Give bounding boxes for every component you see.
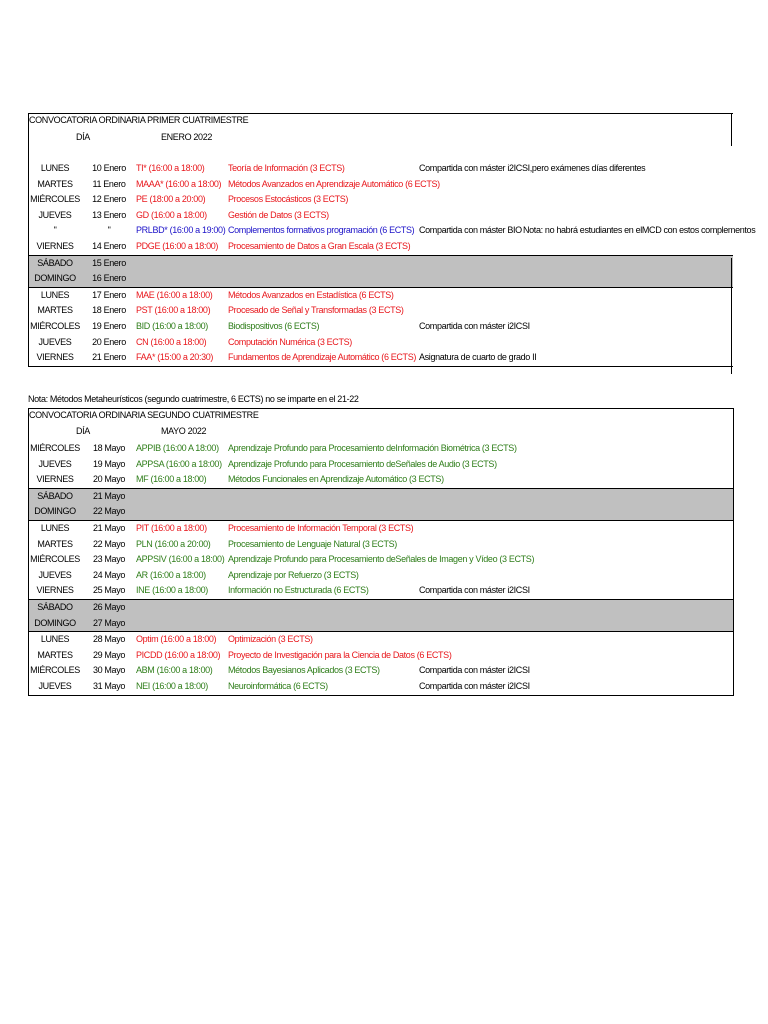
course-name-cell: Aprendizaje Profundo para Procesamiento deSeñales de Imagen y Vídeo (3 ECTS)	[228, 554, 535, 565]
exam-row	[29, 239, 733, 256]
exam-row	[29, 177, 733, 193]
day-cell: VIERNES	[36, 474, 74, 485]
course-code-cell: CN (16:00 a 18:00)	[136, 336, 207, 347]
course-code-cell: APPSA (16:00 a 18:00)	[136, 458, 222, 469]
table-border	[731, 113, 732, 146]
course-code-cell: AR (16:00 a 18:00)	[136, 569, 206, 580]
date-cell: 14 Enero	[92, 240, 126, 251]
date-cell: 20 Mayo	[92, 474, 126, 485]
exam-row	[29, 679, 733, 695]
day-cell: LUNES	[40, 634, 70, 645]
note-cell: Asignatura de cuarto de grado II	[419, 352, 537, 363]
section-title: CONVOCATORIA ORDINARIA SEGUNDO CUATRIMESTRE	[29, 410, 259, 420]
exam-row	[29, 161, 733, 177]
exam-schedule-first-term	[28, 113, 756, 367]
weekend-row	[29, 489, 733, 505]
course-code-cell: PRLBD* (16:00 a 19:00)	[136, 225, 226, 236]
course-code-cell: MF (16:00 a 18:00)	[136, 474, 207, 485]
course-name-cell: Métodos Avanzados en Estadística (6 ECTS)	[228, 289, 394, 300]
weekend-row	[29, 504, 733, 521]
course-code-cell: MAAA* (16:00 a 18:00)	[136, 178, 222, 189]
course-code-cell: PIT (16:00 a 18:00)	[136, 522, 207, 533]
day-cell: SÁBADO	[37, 257, 73, 268]
course-code-cell: APPSIV (16:00 a 18:00)	[136, 554, 225, 565]
course-code-cell: NEI (16:00 a 18:00)	[136, 680, 208, 691]
day-cell: "	[53, 225, 57, 236]
exam-row	[29, 552, 733, 568]
course-code-cell: PICDD (16:00 a 18:00)	[136, 649, 221, 660]
course-name-cell: Procesamiento de Lenguaje Natural (3 ECTS)	[228, 538, 397, 549]
course-code-cell: ABM (16:00 a 18:00)	[136, 665, 213, 676]
course-code-cell: TI* (16:00 a 18:00)	[136, 163, 205, 173]
day-cell: MARTES	[37, 305, 73, 316]
day-cell: JUEVES	[38, 336, 72, 347]
course-code-cell: PE (18:00 a 20:00)	[136, 194, 206, 205]
date-cell: 23 Mayo	[92, 554, 126, 565]
exam-row	[29, 441, 733, 457]
course-code-cell: INE (16:00 a 18:00)	[136, 585, 208, 596]
exam-row	[29, 319, 733, 335]
course-code-cell: APPIB (16:00 A 18:00)	[136, 443, 219, 453]
date-cell: 30 Mayo	[92, 665, 126, 676]
course-code-cell: PDGE (16:00 a 18:00)	[136, 240, 219, 251]
day-cell: MARTES	[37, 649, 73, 660]
exam-row	[29, 648, 733, 664]
exam-schedule-second-term	[28, 408, 734, 696]
day-cell: MIÉRCOLES	[30, 554, 80, 565]
day-cell: DOMINGO	[34, 506, 76, 517]
exam-row	[29, 335, 733, 351]
weekend-row	[29, 600, 733, 616]
date-cell: 10 Enero	[92, 163, 126, 173]
note-cell: Compartida con máster i2ICSI	[419, 320, 530, 331]
day-cell: LUNES	[40, 522, 70, 533]
date-cell: 15 Enero	[92, 257, 126, 268]
day-cell: MIÉRCOLES	[30, 443, 80, 453]
exam-row	[29, 521, 733, 537]
date-cell: 31 Mayo	[92, 680, 126, 691]
month-label: ENERO 2022	[161, 132, 213, 142]
course-name-cell: Gestión de Datos (3 ECTS)	[228, 209, 329, 220]
day-cell: MIÉRCOLES	[30, 320, 80, 331]
day-cell: SÁBADO	[37, 490, 73, 501]
date-cell: 11 Enero	[92, 178, 126, 189]
date-cell: 21 Enero	[92, 352, 126, 363]
weekend-row	[29, 271, 733, 288]
day-cell: DOMINGO	[34, 273, 76, 284]
section-header	[29, 114, 733, 161]
course-code-cell: Optim (16:00 a 18:00)	[136, 634, 217, 645]
date-cell: 13 Enero	[92, 209, 126, 220]
course-name-cell: Optimización (3 ECTS)	[228, 634, 313, 645]
date-cell: "	[107, 225, 111, 236]
weekend-row	[29, 256, 733, 272]
exam-row	[29, 457, 733, 473]
schedule-rows	[29, 441, 733, 695]
course-code-cell: GD (16:00 a 18:00)	[136, 209, 207, 220]
date-cell: 19 Enero	[92, 320, 126, 331]
day-cell: VIERNES	[36, 352, 74, 363]
exam-row	[29, 288, 733, 304]
date-cell: 18 Enero	[92, 305, 126, 316]
date-cell: 22 Mayo	[92, 506, 126, 517]
date-cell: 17 Enero	[92, 289, 126, 300]
day-cell: LUNES	[40, 163, 70, 173]
day-cell: JUEVES	[38, 209, 72, 220]
date-cell: 28 Mayo	[92, 634, 126, 645]
date-cell: 27 Mayo	[92, 617, 126, 628]
date-cell: 19 Mayo	[92, 458, 126, 469]
day-cell: VIERNES	[36, 585, 74, 596]
date-cell: 29 Mayo	[92, 649, 126, 660]
dia-label: DÍA	[76, 132, 90, 142]
course-name-cell: Métodos Bayesianos Aplicados (3 ECTS)	[228, 665, 380, 676]
course-name-cell: Proyecto de Investigación para la Ciencia de Datos (6 ECTS)	[228, 649, 452, 660]
note-cell: Compartida con máster i2ICSI,pero exámenes días diferentes	[419, 163, 646, 173]
exam-row	[29, 568, 733, 584]
exam-row	[29, 208, 733, 224]
course-code-cell: BID (16:00 a 18:00)	[136, 320, 208, 331]
date-cell: 21 Mayo	[92, 522, 126, 533]
day-cell: DOMINGO	[34, 617, 76, 628]
course-name-cell: Procesamiento de Datos a Gran Escala (3 ECTS)	[228, 240, 411, 251]
date-cell: 18 Mayo	[92, 443, 126, 453]
day-cell: MARTES	[37, 538, 73, 549]
course-name-cell: Métodos Funcionales en Aprendizaje Automático (3 ECTS)	[228, 474, 444, 485]
date-cell: 12 Enero	[92, 194, 126, 205]
course-name-cell: Neuroinformática (6 ECTS)	[228, 680, 328, 691]
course-code-cell: PST (16:00 a 18:00)	[136, 305, 211, 316]
section-header	[29, 409, 733, 441]
date-cell: 26 Mayo	[92, 601, 126, 612]
extra-note-cell: Nota: no habrá estudiantes en elMCD con estos complementos	[523, 225, 756, 236]
course-name-cell: Aprendizaje Profundo para Procesamiento deInformación Biométrica (3 ECTS)	[228, 443, 517, 453]
table-border	[731, 258, 732, 374]
date-cell: 24 Mayo	[92, 569, 126, 580]
day-cell: LUNES	[40, 289, 70, 300]
course-name-cell: Fundamentos de Aprendizaje Automático (6 ECTS)	[228, 352, 417, 363]
exam-row	[29, 632, 733, 648]
exam-row	[29, 223, 756, 239]
course-name-cell: Procesado de Señal y Transformadas (3 ECTS)	[228, 305, 404, 316]
date-cell: 20 Enero	[92, 336, 126, 347]
course-name-cell: Información no Estructurada (6 ECTS)	[228, 585, 369, 596]
note-cell: Compartida con máster i2ICSI	[419, 680, 530, 691]
date-cell: 22 Mayo	[92, 538, 126, 549]
exam-row	[29, 303, 733, 319]
course-code-cell: PLN (16:00 a 20:00)	[136, 538, 211, 549]
date-cell: 21 Mayo	[92, 490, 126, 501]
day-cell: VIERNES	[36, 240, 74, 251]
course-name-cell: Aprendizaje Profundo para Procesamiento deSeñales de Audio (3 ECTS)	[228, 458, 497, 469]
dia-label: DÍA	[76, 426, 90, 436]
month-label: MAYO 2022	[161, 426, 207, 436]
section-title: CONVOCATORIA ORDINARIA PRIMER CUATRIMESTRE	[29, 115, 249, 125]
day-cell: MIÉRCOLES	[30, 194, 80, 205]
course-name-cell: Complementos formativos programación (6 ECTS)	[228, 225, 415, 236]
day-cell: SÁBADO	[37, 601, 73, 612]
note-cell: Compartida con máster BIO	[419, 225, 522, 236]
exam-row	[29, 350, 733, 366]
date-cell: 25 Mayo	[92, 585, 126, 596]
day-cell: MARTES	[37, 178, 73, 189]
date-cell: 16 Enero	[92, 273, 126, 284]
day-cell: JUEVES	[38, 569, 72, 580]
day-cell: MIÉRCOLES	[30, 665, 80, 676]
course-name-cell: Procesamiento de Información Temporal (3 ECTS)	[228, 522, 414, 533]
exam-row	[29, 472, 733, 489]
course-name-cell: Biodispositivos (6 ECTS)	[228, 320, 320, 331]
weekend-row	[29, 616, 733, 633]
schedule-rows	[29, 161, 756, 366]
course-name-cell: Teoría de Información (3 ECTS)	[228, 163, 345, 173]
course-name-cell: Procesos Estocásticos (3 ECTS)	[228, 194, 349, 205]
exam-row	[29, 192, 733, 208]
day-cell: JUEVES	[38, 680, 72, 691]
exam-row	[29, 537, 733, 553]
metaheuristic-note: Nota: Métodos Metaheurísticos (segundo cuatrimestre, 6 ECTS) no se imparte en el 21-22	[28, 394, 359, 404]
course-code-cell: MAE (16:00 a 18:00)	[136, 289, 213, 300]
exam-row	[29, 583, 733, 600]
exam-row	[29, 663, 733, 679]
course-name-cell: Aprendizaje por Refuerzo (3 ECTS)	[228, 569, 359, 580]
note-cell: Compartida con máster i2ICSI	[419, 665, 530, 676]
course-code-cell: FAA* (15:00 a 20:30)	[136, 352, 214, 363]
day-cell: JUEVES	[38, 458, 72, 469]
note-cell: Compartida con máster i2ICSI	[419, 585, 530, 596]
course-name-cell: Computación Numérica (3 ECTS)	[228, 336, 352, 347]
course-name-cell: Métodos Avanzados en Aprendizaje Automático (6 ECTS)	[228, 178, 440, 189]
